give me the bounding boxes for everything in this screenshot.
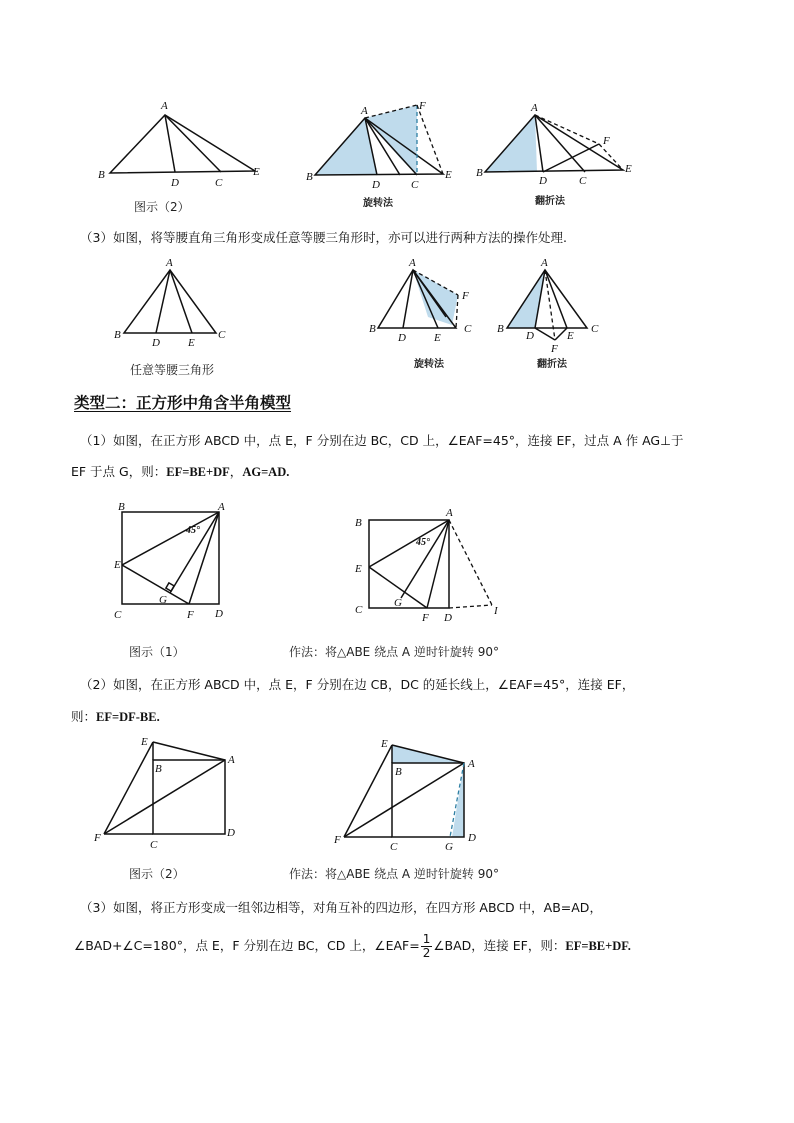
label-G: G <box>394 597 402 609</box>
label-C: C <box>579 175 587 187</box>
figure-fold-method <box>475 100 635 195</box>
label-45-degree: 45° <box>186 525 200 536</box>
label-E: E <box>381 738 388 750</box>
caption-sq-method2: 作法：将△ABE 绕点 A 逆时针旋转 90° <box>289 867 499 881</box>
s3-prefix: ∠BAD+∠C=180°，点 E，F 分别在边 BC，CD 上，∠EAF= <box>74 938 420 953</box>
label-D: D <box>444 612 452 624</box>
fraction-numerator: 1 <box>422 932 431 946</box>
square-figure-1-rotation <box>352 505 512 623</box>
label-C: C <box>150 839 158 851</box>
s2-result: EF=DF-BE. <box>96 710 160 724</box>
shaded-region-rotated <box>452 763 464 837</box>
s2-prefix: 则： <box>71 709 97 724</box>
s1-prefix: EF 于点 G，则： <box>71 464 167 479</box>
label-G: G <box>445 841 453 853</box>
label-C: C <box>218 329 226 341</box>
label-E: E <box>625 163 632 175</box>
s3-result: EF=BE+DF. <box>565 939 631 953</box>
label-A: A <box>218 501 225 513</box>
label-F: F <box>551 343 558 355</box>
label-A: A <box>166 257 173 269</box>
label-D: D <box>526 330 534 342</box>
square-figure-2-rotation <box>332 735 492 853</box>
label-F: F <box>187 609 194 621</box>
fraction-one-half <box>421 933 433 960</box>
label-C: C <box>591 323 599 335</box>
label-D: D <box>171 177 179 189</box>
section2-line2 <box>71 708 160 726</box>
label-C: C <box>411 179 419 191</box>
caption-rotate-2: 旋转法 <box>414 359 444 370</box>
label-A: A <box>361 105 368 117</box>
caption-fold-2: 翻折法 <box>537 359 567 370</box>
label-E: E <box>253 166 260 178</box>
label-E: E <box>188 337 195 349</box>
label-A: A <box>409 257 416 269</box>
label-A: A <box>161 100 168 112</box>
section3-line2 <box>74 933 631 960</box>
label-E: E <box>567 330 574 342</box>
label-D: D <box>398 332 406 344</box>
label-E: E <box>434 332 441 344</box>
square-figure-1 <box>112 500 237 625</box>
label-F: F <box>603 135 610 147</box>
figure-arbitrary-isosceles <box>112 255 232 350</box>
label-C: C <box>355 604 363 616</box>
shaded-region <box>315 118 377 175</box>
label-A: A <box>541 257 548 269</box>
caption-arbitrary: 任意等腰三角形 <box>130 363 215 377</box>
label-G: G <box>159 594 167 606</box>
label-I: I <box>494 605 498 617</box>
figure-rotation-method <box>305 98 465 193</box>
label-D: D <box>539 175 547 187</box>
label-F: F <box>422 612 429 624</box>
s3-suffix: ∠BAD，连接 EF，则： <box>433 938 566 953</box>
section3-line1: （3）如图，将正方形变成一组邻边相等，对角互补的四边形，在四方形 ABCD 中，AB=AD， <box>80 900 602 915</box>
label-D: D <box>468 832 476 844</box>
label-A: A <box>468 758 475 770</box>
label-F: F <box>462 290 469 302</box>
caption-fold: 翻折法 <box>535 196 565 207</box>
label-B: B <box>98 169 105 181</box>
figure-2-triangle <box>95 95 270 190</box>
s1-separator: ， <box>229 464 243 479</box>
section-heading: 类型二：正方形中角含半角模型 <box>74 393 292 412</box>
s1-result1: EF=BE+DF <box>166 465 230 479</box>
label-B: B <box>114 329 121 341</box>
label-A: A <box>446 507 453 519</box>
label-B: B <box>395 766 402 778</box>
label-E: E <box>114 559 121 571</box>
figure-fold-method-2 <box>495 255 610 355</box>
caption-sq-fig2: 图示（2） <box>129 867 185 881</box>
label-E: E <box>141 736 148 748</box>
label-E: E <box>445 169 452 181</box>
label-C: C <box>464 323 472 335</box>
label-F: F <box>94 832 101 844</box>
label-B: B <box>306 171 313 183</box>
label-B: B <box>497 323 504 335</box>
s1-result2: AG=AD. <box>242 465 290 479</box>
paragraph-3: （3）如图，将等腰直角三角形变成任意等腰三角形时，亦可以进行两种方法的操作处理. <box>80 230 567 245</box>
fraction-denominator: 2 <box>422 946 431 960</box>
caption-sq-fig1: 图示（1） <box>129 645 185 659</box>
label-D: D <box>227 827 235 839</box>
label-C: C <box>114 609 122 621</box>
square-figure-2 <box>92 735 252 851</box>
label-B: B <box>118 501 125 513</box>
label-F: F <box>334 834 341 846</box>
caption-fig2: 图示（2） <box>134 200 190 214</box>
caption-sq-method1: 作法：将△ABE 绕点 A 逆时针旋转 90° <box>289 645 499 659</box>
caption-rotate: 旋转法 <box>363 198 393 209</box>
section1-line2 <box>71 463 289 481</box>
label-D: D <box>372 179 380 191</box>
label-C: C <box>215 177 223 189</box>
label-A: A <box>228 754 235 766</box>
label-D: D <box>215 608 223 620</box>
label-A: A <box>531 102 538 114</box>
label-B: B <box>369 323 376 335</box>
label-B: B <box>476 167 483 179</box>
label-B: B <box>355 517 362 529</box>
label-E: E <box>355 563 362 575</box>
label-B: B <box>155 763 162 775</box>
figure-rotation-method-2 <box>368 255 483 350</box>
section1-line1: （1）如图，在正方形 ABCD 中，点 E，F 分别在边 BC，CD 上，∠EAF=45°，连接 EF，过点 A 作 AG⊥于 <box>80 433 684 448</box>
section2-line1: （2）如图，在正方形 ABCD 中，点 E，F 分别在边 CB，DC 的延长线上，∠EAF=45°，连接 EF， <box>80 677 635 692</box>
label-F: F <box>419 100 426 112</box>
label-C: C <box>390 841 398 853</box>
label-45-degree: 45° <box>416 537 430 548</box>
label-D: D <box>152 337 160 349</box>
